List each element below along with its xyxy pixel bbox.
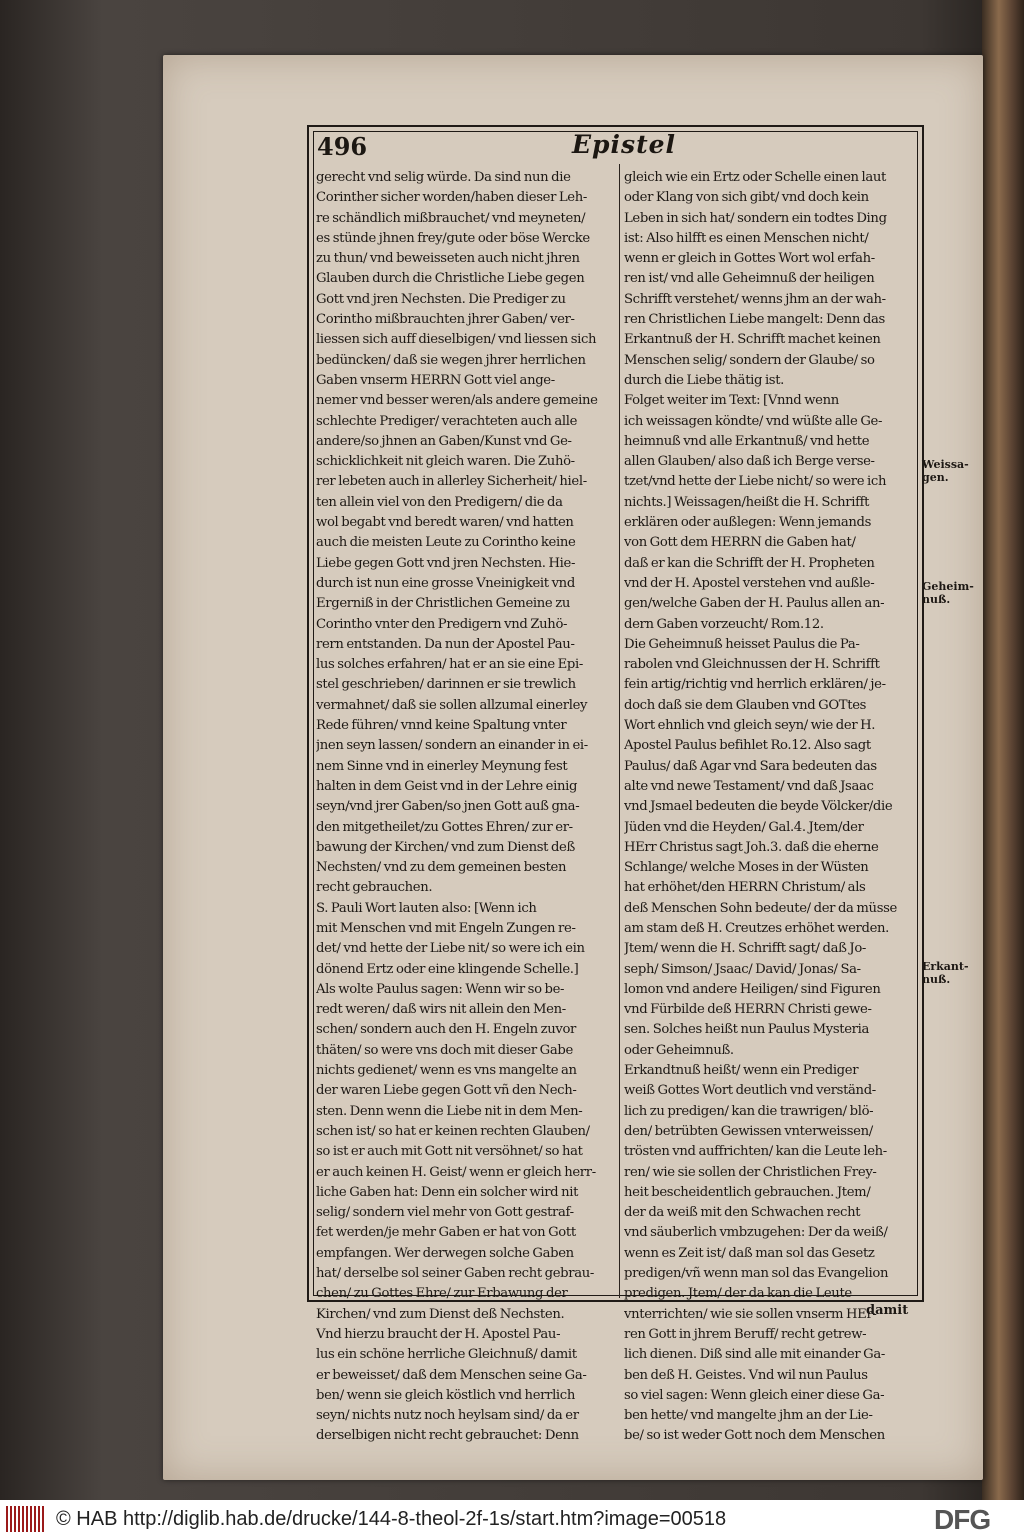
text-line: Corintho vnter den Predigern vnd Zuhö-: [316, 616, 568, 632]
text-line: nemer vnd besser weren/als andere gemeine: [316, 393, 598, 409]
text-line: lus ein schöne herrliche Gleichnuß/ damit: [316, 1347, 577, 1363]
text-line: vnd Fürbilde deß HERRN Christi gewe-: [624, 1002, 872, 1018]
text-line: ist: Also hilfft es einen Menschen nicht/: [624, 230, 869, 246]
text-line: vnterrichten/ wie sie sollen vnserm HEr-: [624, 1306, 877, 1322]
text-line: doch daß sie dem Glauben vnd GOTtes: [624, 697, 867, 713]
text-line: oder Klang von sich gibt/ vnd doch kein: [624, 190, 869, 206]
text-line: dern Gaben vorzeucht/ Rom.12.: [624, 616, 824, 632]
text-line: nichts gedienet/ wenn es vns mangelte an: [316, 1063, 577, 1079]
book-spine: [982, 0, 1024, 1500]
text-line: stel geschrieben/ darinnen er sie trewlich: [316, 677, 576, 693]
text-line: seyn/ nichts nutz noch heylsam sind/ da er: [316, 1408, 579, 1424]
text-line: lich zu predigen/ kan die trawrigen/ blö-: [624, 1103, 874, 1119]
text-line: halten in dem Geist vnd in der Lehre einig: [316, 778, 578, 794]
text-line: rabolen vnd Gleichnussen der H. Schrifft: [624, 657, 880, 673]
text-line: wol begabt vnd beredt waren/ vnd hatten: [316, 515, 574, 531]
text-line: Als wolte Paulus sagen: Wenn wir so be-: [316, 981, 565, 997]
text-line: ten allein viel von den Predigern/ die da: [316, 494, 563, 510]
text-line: derselbigen nicht recht gebrauchet: Denn: [316, 1428, 579, 1444]
text-line: recht gebrauchen.: [316, 880, 433, 896]
text-line: Apostel Paulus befihlet Ro.12. Also sagt: [624, 738, 871, 754]
running-head: Epistel: [572, 130, 677, 159]
margin-note-erkantnuss: Erkant- nuß.: [922, 960, 969, 986]
text-line: rern entstanden. Da nun der Apostel Pau-: [316, 636, 575, 652]
footer-credit-link[interactable]: © HAB http://diglib.hab.de/drucke/144-8-theol-2f-1s/start.htm?image=00518: [56, 1508, 727, 1530]
left-text-column: [316, 168, 612, 1447]
text-line: be/ so ist weder Gott noch dem Menschen: [624, 1428, 885, 1444]
text-line: so viel sagen: Wenn gleich einer diese Ga-: [624, 1387, 885, 1403]
text-line: er auch keinen H. Geist/ wenn er gleich herr-: [316, 1164, 596, 1180]
text-line: auch die meisten Leute zu Corintho keine: [316, 535, 576, 551]
text-line: Erkantnuß der H. Schrifft machet keinen: [624, 332, 881, 348]
text-line: Erkandtnuß heißt/ wenn ein Prediger: [624, 1063, 859, 1079]
margin-note-geheimnuss: Geheim- nuß.: [922, 580, 974, 606]
text-line: lus solches erfahren/ hat er an sie eine Epi-: [316, 657, 583, 673]
text-line: liessen sich auff dieselbigen/ vnd liessen sich: [316, 332, 597, 348]
text-line: schen/ sondern auch den H. Engeln zuvor: [316, 1022, 577, 1038]
text-line: wenn es Zeit ist/ daß man sol das Gesetz: [624, 1245, 875, 1261]
text-line: Kirchen/ vnd zum Dienst deß Nechsten.: [316, 1306, 565, 1322]
text-line: Gott vnd jren Nechsten. Die Prediger zu: [316, 291, 566, 307]
text-line: predigen/vñ wenn man sol das Evangelion: [624, 1266, 889, 1282]
text-line: ren/ wie sie sollen der Christlichen Frey-: [624, 1164, 877, 1180]
text-line: vermahnet/ daß sie sollen allzumal einerley: [316, 697, 588, 713]
text-line: wenn er gleich in Gottes Wort wol erfah-: [624, 251, 875, 267]
text-line: Jtem/ wenn die H. Schrifft sagt/ daß Jo-: [624, 941, 867, 957]
dfg-logo: DFG: [934, 1504, 991, 1535]
text-line: selig/ sondern viel mehr von Gott gestraf-: [316, 1205, 574, 1221]
text-line: Vnd hierzu braucht der H. Apostel Pau-: [316, 1326, 561, 1342]
text-line: oder Geheimnuß.: [624, 1042, 734, 1058]
text-line: mit Menschen vnd mit Engeln Zungen re-: [316, 920, 576, 936]
text-line: gerecht vnd selig würde. Da sind nun die: [316, 170, 571, 185]
hab-logo-icon: [6, 1506, 46, 1532]
text-line: Corinther sicher worden/haben dieser Leh-: [316, 190, 587, 206]
page-header: [317, 132, 912, 162]
right-text-column: [624, 168, 916, 1447]
text-line: Schlange/ welche Moses in der Wüsten: [624, 860, 869, 876]
text-line: sten. Denn wenn die Liebe nit in dem Men-: [316, 1103, 583, 1119]
text-line: tzet/vnd hette der Liebe nicht/ so were ich: [624, 474, 887, 490]
text-line: Folget weiter im Text: [Vnnd wenn: [624, 393, 839, 409]
text-line: erklären oder außlegen: Wenn jemands: [624, 515, 872, 531]
text-line: zu thun/ vnd beweisseten auch nicht jhren: [316, 251, 580, 267]
text-line: Gaben vnserm HERRN Gott viel ange-: [316, 372, 555, 388]
text-line: ben deß H. Geistes. Vnd wil nun Paulus: [624, 1367, 868, 1383]
text-line: am stam deß H. Creutzes erhöhet werden.: [624, 920, 890, 936]
text-line: Glauben durch die Christliche Liebe gegen: [316, 271, 585, 287]
text-line: thäten/ so were vns doch mit dieser Gabe: [316, 1042, 573, 1058]
text-line: Menschen selig/ sondern der Glaube/ so: [624, 352, 875, 368]
text-line: chen/ zu Gottes Ehre/ zur Erbawung der: [316, 1286, 568, 1302]
text-line: empfangen. Wer derwegen solche Gaben: [316, 1245, 574, 1261]
text-line: redt weren/ daß wirs nit allein den Men-: [316, 1002, 566, 1018]
text-line: der da weiß mit den Schwachen recht: [624, 1205, 861, 1221]
text-line: andere/so jhnen an Gaben/Kunst vnd Ge-: [316, 433, 572, 449]
text-line: schicklichkeit nit gleich waren. Die Zuhö-: [316, 454, 575, 470]
text-line: weiß Gottes Wort deutlich vnd verständ-: [624, 1083, 876, 1099]
text-line: lomon vnd andere Heiligen/ sind Figuren: [624, 981, 881, 997]
text-line: dönend Ertz oder eine klingende Schelle.]: [316, 961, 579, 977]
text-line: schlechte Prediger/ verachteten auch alle: [316, 413, 578, 429]
text-line: heit bescheidentlich gebrauchen. Jtem/: [624, 1184, 871, 1200]
text-line: liche Gaben hat: Denn ein solcher wird nit: [316, 1184, 579, 1200]
text-line: es stünde jhnen frey/gute oder böse Wercke: [316, 230, 590, 246]
column-divider: [619, 164, 620, 1298]
text-line: gen/welche Gaben der H. Paulus allen an-: [624, 596, 885, 612]
text-line: nem Sinne vnd in einerley Meynung fest: [316, 758, 568, 774]
text-line: ben hette/ vnd mangelte jhm an der Lie-: [624, 1408, 873, 1424]
text-line: allen Glauben/ also daß ich Berge verse-: [624, 454, 875, 470]
text-line: nichts.] Weissagen/heißt die H. Schrifft: [624, 494, 870, 510]
text-line: durch ist nun eine grosse Vneinigkeit vnd: [316, 575, 575, 591]
text-line: er beweisset/ daß dem Menschen seine Ga-: [316, 1367, 587, 1383]
text-line: bedüncken/ daß sie wegen jhrer herrlichen: [316, 352, 586, 368]
text-line: ren Gott in jhrem Beruff/ recht getrew-: [624, 1326, 867, 1342]
text-line: sen. Solches heißt nun Paulus Mysteria: [624, 1022, 869, 1038]
text-line: deß Menschen Sohn bedeute/ der da müsse: [624, 900, 897, 916]
text-line: daß er kan die Schrifft der H. Propheten: [624, 555, 875, 571]
text-line: fet werden/je mehr Gaben er hat von Gott: [316, 1225, 576, 1241]
text-line: von Gott dem HERRN die Gaben hat/: [624, 535, 856, 551]
text-line: predigen. Jtem/ der da kan die Leute: [624, 1286, 852, 1302]
text-line: Wort ehnlich vnd gleich seyn/ wie der H.: [624, 718, 876, 734]
text-line: fein artig/richtig vnd herrlich erklären/ je-: [624, 677, 886, 693]
text-line: ren Christlichen Liebe mangelt: Denn das: [624, 312, 885, 328]
text-line: heimnuß vnd alle Erkantnuß/ vnd hette: [624, 433, 870, 449]
text-line: Leben in sich hat/ sondern ein todtes Ding: [624, 210, 887, 226]
text-line: S. Pauli Wort lauten also: [Wenn ich: [316, 900, 537, 916]
text-line: Jüden vnd die Heyden/ Gal.4. Jtem/der: [624, 819, 864, 835]
text-line: ben/ wenn sie gleich köstlich vnd herrlich: [316, 1387, 575, 1403]
text-line: Paulus/ daß Agar vnd Sara bedeuten das: [624, 758, 877, 774]
text-line: vnd Jsmael bedeuten die beyde Völcker/die: [624, 799, 893, 815]
page-number: 496: [317, 132, 368, 161]
text-line: vnd säuberlich vmbzugehen: Der da weiß/: [624, 1225, 888, 1241]
text-line: den/ betrübten Gewissen vnterweissen/: [624, 1123, 873, 1139]
text-line: Rede führen/ vnnd keine Spaltung vnter: [316, 718, 567, 734]
text-line: bawung der Kirchen/ vnd zum Dienst deß: [316, 839, 575, 855]
text-line: lich dienen. Diß sind alle mit einander Ga-: [624, 1347, 885, 1363]
text-line: Schrifft verstehet/ wenns jhm an der wah-: [624, 291, 886, 307]
text-line: hat erhöhet/den HERRN Christum/ als: [624, 880, 866, 896]
text-line: der waren Liebe gegen Gott vñ den Nech-: [316, 1083, 577, 1099]
text-line: Ergerniß in der Christlichen Gemeine zu: [316, 596, 570, 612]
text-line: hat/ derselbe sol seiner Gaben recht gebrau-: [316, 1266, 594, 1282]
text-line: Liebe gegen Gott vnd jren Nechsten. Hie-: [316, 555, 576, 571]
text-line: gleich wie ein Ertz oder Schelle einen laut: [624, 170, 886, 185]
text-line: jnen seyn lassen/ sondern an einander in ei-: [316, 738, 588, 754]
text-line: ich weissagen köndte/ vnd wüßte alle Ge-: [624, 413, 883, 429]
catchword: damit: [866, 1303, 909, 1318]
text-line: so ist er auch mit Gott nit versöhnet/ so hat: [316, 1144, 583, 1160]
text-line: Nechsten/ vnd zu dem gemeinen besten: [316, 860, 567, 876]
text-line: ren ist/ vnd alle Geheimnuß der heiligen: [624, 271, 875, 287]
text-line: re schändlich mißbrauchet/ vnd meyneten/: [316, 210, 586, 226]
text-line: alte vnd newe Testament/ vnd daß Jsaac: [624, 778, 874, 794]
text-line: seph/ Simson/ Jsaac/ David/ Jonas/ Sa-: [624, 961, 861, 977]
text-line: Die Geheimnuß heisset Paulus die Pa-: [624, 636, 860, 652]
text-line: seyn/vnd jrer Gaben/so jnen Gott auß gna-: [316, 799, 580, 815]
text-line: durch die Liebe thätig ist.: [624, 372, 785, 388]
text-line: HErr Christus sagt Joh.3. daß die eherne: [624, 839, 879, 855]
text-line: trösten vnd auffrichten/ kan die Leute leh-: [624, 1144, 887, 1160]
text-line: den mitgetheilet/zu Gottes Ehren/ zur er-: [316, 819, 573, 835]
text-line: vnd der H. Apostel verstehen vnd außle-: [624, 575, 875, 591]
margin-note-weissagen: Weissa- gen.: [922, 458, 969, 484]
text-line: schen ist/ so hat er keinen rechten Glauben/: [316, 1123, 590, 1139]
text-line: rer lebeten auch in allerley Sicherheit/ hiel-: [316, 474, 587, 490]
text-line: Corintho mißbrauchten jhrer Gaben/ ver-: [316, 312, 575, 328]
text-line: det/ vnd hette der Liebe nit/ so were ich ein: [316, 941, 585, 957]
